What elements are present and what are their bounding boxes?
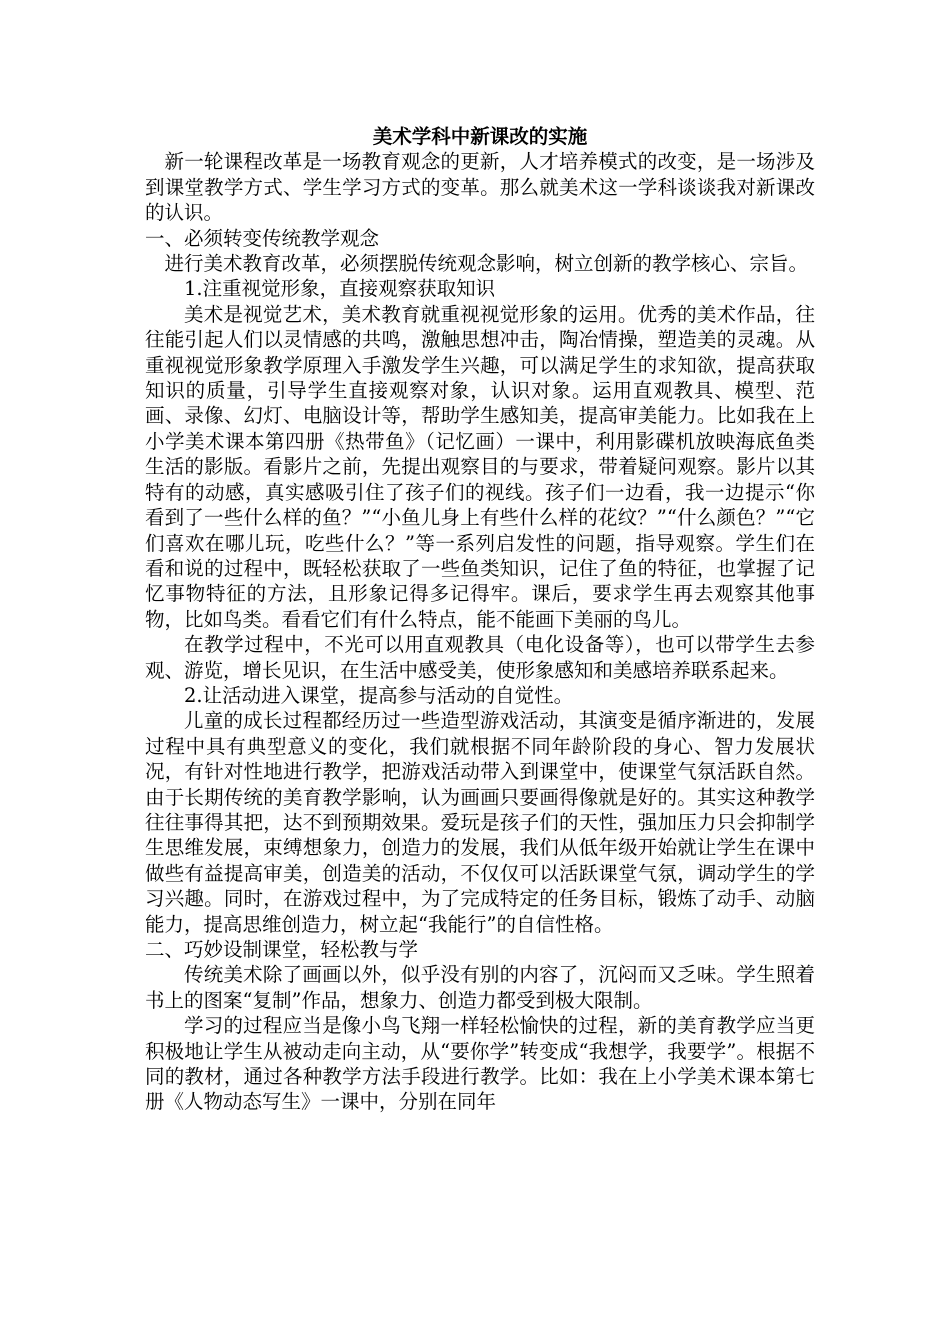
- paragraph: 在教学过程中，不光可以用直观教具（电化设备等），也可以带学生去参观、游览，增长见识，在生活中感受美，使形象感知和美感培养联系起来。: [145, 633, 815, 682]
- paragraph: 2.让活动进入课堂，提高参与活动的自觉性。: [184, 683, 574, 707]
- paragraph: 儿童的成长过程都经历过一些造型游戏活动，其演变是循序渐进的，发展过程中具有典型意义的变化，我们就根据不同年龄阶段的身心、智力发展状况，有针对性地进行教学，把游戏活动带入到课堂中，使课堂气氛活跃自然。由于长期传统的美育教学影响，认为画画只要画得像就是好的。其实这种教学往往事得其把，达不到预期效果。爱玩是孩子们的天性，强加压力只会抑制学生思维发展，束缚想象力，创造力的发展，我们从低年级开始就让学生在课中做些有益提高审美，创造美的活动，不仅仅可以活跃课堂气氛，调动学生的学习兴趣。同时，在游戏过程中，为了完成特定的任务目标，锻炼了动手、动脑能力，提高思维创造力，树立起“我能行”的自信性格。: [145, 709, 815, 936]
- paragraph: 1.注重视觉形象，直接观察获取知识: [184, 277, 496, 301]
- paragraph: 传统美术除了画画以外，似乎没有别的内容了，沉闷而又乏味。学生照着书上的图案“复制”作品，想象力、创造力都受到极大限制。: [145, 963, 815, 1012]
- document-body: [145, 149, 815, 1114]
- paragraph: 新一轮课程改革是一场教育观念的更新，人才培养模式的改变，是一场涉及到课堂教学方式、学生学习方式的变革。那么就美术这一学科谈谈我对新课改的认识。: [145, 150, 815, 225]
- document-title: 美术学科中新课改的实施: [372, 125, 588, 148]
- document-page: [145, 124, 815, 1115]
- paragraph: 一、必须转变传统教学观念: [145, 226, 380, 250]
- paragraph: 二、巧妙设制课堂，轻松教与学: [145, 938, 419, 961]
- paragraph: 学习的过程应当是像小鸟飞翔一样轻松愉快的过程，新的美育教学应当更积极地让学生从被动走向主动，从“要你学”转变成“我想学，我要学”。根据不同的教材，通过各种教学方法手段进行教学。比如：我在上小学美术课本第七册《人物动态写生》一课中，分别在同年: [145, 1014, 815, 1114]
- paragraph: 进行美术教育改革，必须摆脱传统观念影响，树立创新的教学核心、宗旨。: [164, 252, 809, 276]
- paragraph: 美术是视觉艺术，美术教育就重视视觉形象的运用。优秀的美术作品，往往能引起人们以灵情感的共鸣，激触思想冲击，陶冶情操，塑造美的灵魂。从重视视觉形象教学原理入手激发学生兴趣，可以满足学生的求知欲，提高获取知识的质量，引导学生直接观察对象，认识对象。运用直观教具、模型、范画、录像、幻灯、电脑设计等，帮助学生感知美，提高审美能力。比如我在上小学美术课本第四册《热带鱼》（记忆画）一课中，利用影碟机放映海底鱼类生活的影版。看影片之前，先提出观察目的与要求，带着疑问观察。影片以其特有的动感，真实感吸引住了孩子们的视线。孩子们一边看，我一边提示“你看到了一些什么样的鱼？”“小鱼儿身上有些什么样的花纹？”“什么颜色？”“它们喜欢在哪儿玩，吃些什么？”等一系列启发性的问题，指导观察。学生们在看和说的过程中，既轻松获取了一些鱼类知识，记住了鱼的特征，也掌握了记忆事物特征的方法，且形象记得多记得牢。课后，要求学生再去观察其他事物，比如鸟类。看看它们有什么特点，能不能画下美丽的鸟儿。: [145, 302, 815, 631]
